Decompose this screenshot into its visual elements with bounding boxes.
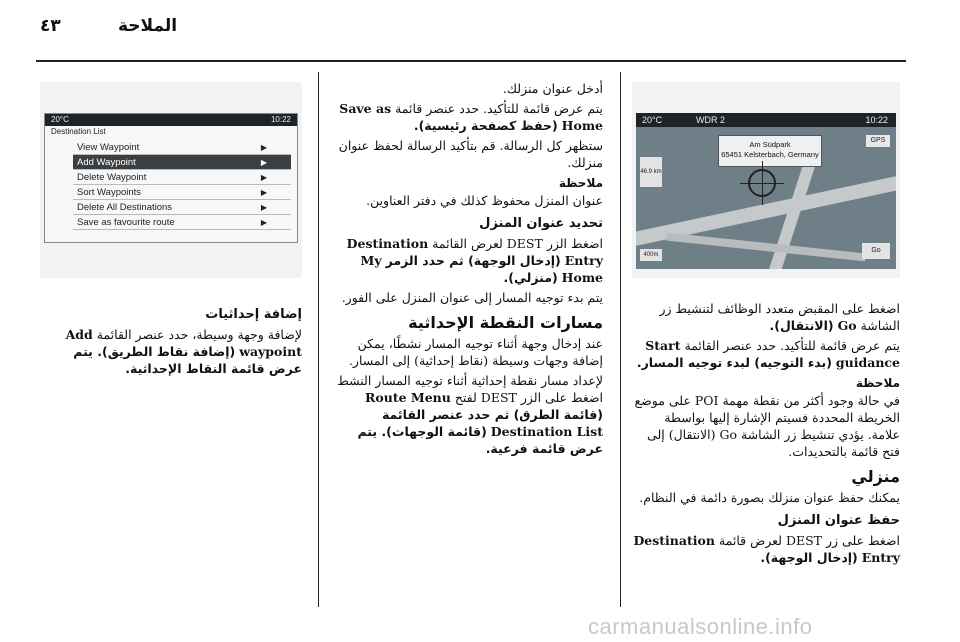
- paragraph: لإضافة وجهة وسيطة، حدد عنصر القائمة Add waypoint (إضافة نقاط الطريق). يتم عرض قائمة النقاط الإحداثية.: [65, 327, 302, 376]
- nav-map-screenshot: [636, 113, 896, 269]
- paragraph: لإعداد مسار نقطة إحداثية أثناء توجيه المسار النشط اضغط على الزر DEST لفتح Route Menu (قائمة الطرق) ثم حدد عنصر القائمة Destination List (قائمة الوجهات). يتم عرض قائمة فرعية.: [337, 373, 603, 456]
- gps-button: GPS: [866, 135, 890, 147]
- note-text: عنوان المنزل محفوظ كذلك في دفتر العناوين.: [366, 193, 603, 208]
- column-divider-left: [318, 72, 319, 607]
- status-bar: [636, 113, 896, 127]
- column-divider-right: [620, 72, 621, 607]
- right-column: [632, 300, 900, 569]
- list-item: Sort Waypoints ▶: [73, 185, 291, 200]
- list-item-selected: Add Waypoint ▶: [73, 155, 291, 170]
- arrow-right-icon: ▶: [260, 188, 267, 197]
- temperature: 20°C: [642, 115, 663, 125]
- list-item: Delete Waypoint ▶: [73, 170, 291, 185]
- paragraph: اضغط على زر DEST لعرض قائمة Destination Entry (إدخال الوجهة).: [633, 533, 900, 565]
- address-street: Am Südpark: [749, 140, 791, 149]
- subsection-heading: حفظ عنوان المنزل: [777, 513, 900, 528]
- middle-column: [328, 80, 603, 460]
- note-heading: ملاحظة: [855, 376, 900, 390]
- zoom-scale: 400m: [640, 249, 662, 261]
- crosshair-icon: [748, 169, 776, 197]
- list-title: Destination List: [51, 127, 106, 136]
- list-item: Save as favourite route ▶: [73, 215, 291, 230]
- page-number: ٤٣: [40, 16, 61, 36]
- left-column: [40, 300, 302, 380]
- radio-channel: WDR 2: [696, 115, 725, 125]
- clock: 10:22: [865, 115, 888, 125]
- paragraph: اضغط على المقبض متعدد الوظائف لتنشيط زر الشاشة Go (الانتقال).: [659, 301, 900, 333]
- watermark: carmanualsonline.info: [588, 614, 813, 639]
- clock: 10:22: [270, 115, 291, 124]
- section-heading: مسارات النقطة الإحداثية: [408, 313, 603, 332]
- paragraph: يتم عرض قائمة للتأكيد. حدد عنصر قائمة Save as Home (حفظ كصفحة رئيسية).: [339, 101, 603, 133]
- scale-indicator: 46.9 km: [640, 157, 662, 187]
- address-city: 65451 Kelsterbach, Germany: [721, 150, 819, 159]
- paragraph: عند إدخال وجهة أثناء توجيه المسار نشطًا، يمكن إضافة وجهات وسيطة (نقاط إحداثية) إلى المسار.: [348, 336, 603, 368]
- note-heading: ملاحظة: [558, 176, 603, 190]
- paragraph: أدخل عنوان منزلك.: [502, 81, 603, 96]
- paragraph: اضغط الزر DEST لعرض القائمة Destination Entry (إدخال الوجهة) ثم حدد الزمر My Home (منزلي).: [346, 236, 603, 285]
- paragraph: يتم بدء توجيه المسار إلى عنوان المنزل على الفور.: [341, 290, 603, 305]
- header-divider: [36, 60, 906, 62]
- subsection-heading: إضافة إحداثيات: [205, 307, 302, 322]
- destination-list: [73, 140, 291, 230]
- paragraph: يمكنك حفظ عنوان منزلك بصورة دائمة في النظام.: [639, 490, 900, 505]
- status-bar: [45, 114, 298, 126]
- paragraph: ستظهر كل الرسالة. قم بتأكيد الرسالة لحفظ عنوان منزلك.: [338, 138, 603, 170]
- page-header: [0, 0, 960, 60]
- arrow-right-icon: ▶: [260, 173, 267, 182]
- map-road: [666, 233, 866, 262]
- subsection-heading: تحديد عنوان المنزل: [479, 216, 603, 231]
- go-button: Go: [862, 243, 890, 259]
- section-title: الملاحة: [118, 16, 178, 36]
- arrow-right-icon: ▶: [260, 158, 267, 167]
- arrow-right-icon: ▶: [260, 203, 267, 212]
- address-popup: [718, 135, 822, 167]
- note-text: في حالة وجود أكثر من نقطة مهمة POI على موضع الخريطة المحددة فسيتم الإشارة إليها بواسطة علامة. يؤدي تنشيط زر الشاشة Go (الانتقال) إلى فتح قائمة بالتحديدات.: [634, 393, 900, 459]
- temperature: 20°C: [51, 115, 69, 124]
- destination-list-screenshot: [44, 113, 298, 243]
- section-heading: منزلي: [851, 467, 900, 486]
- paragraph: يتم عرض قائمة للتأكيد. حدد عنصر القائمة Start guidance (بدء التوجيه) لبدء توجيه المسار.: [636, 338, 900, 370]
- arrow-right-icon: ▶: [260, 143, 267, 152]
- list-item: Delete All Destinations ▶: [73, 200, 291, 215]
- arrow-right-icon: ▶: [260, 218, 267, 227]
- list-item: View Waypoint ▶: [73, 140, 291, 155]
